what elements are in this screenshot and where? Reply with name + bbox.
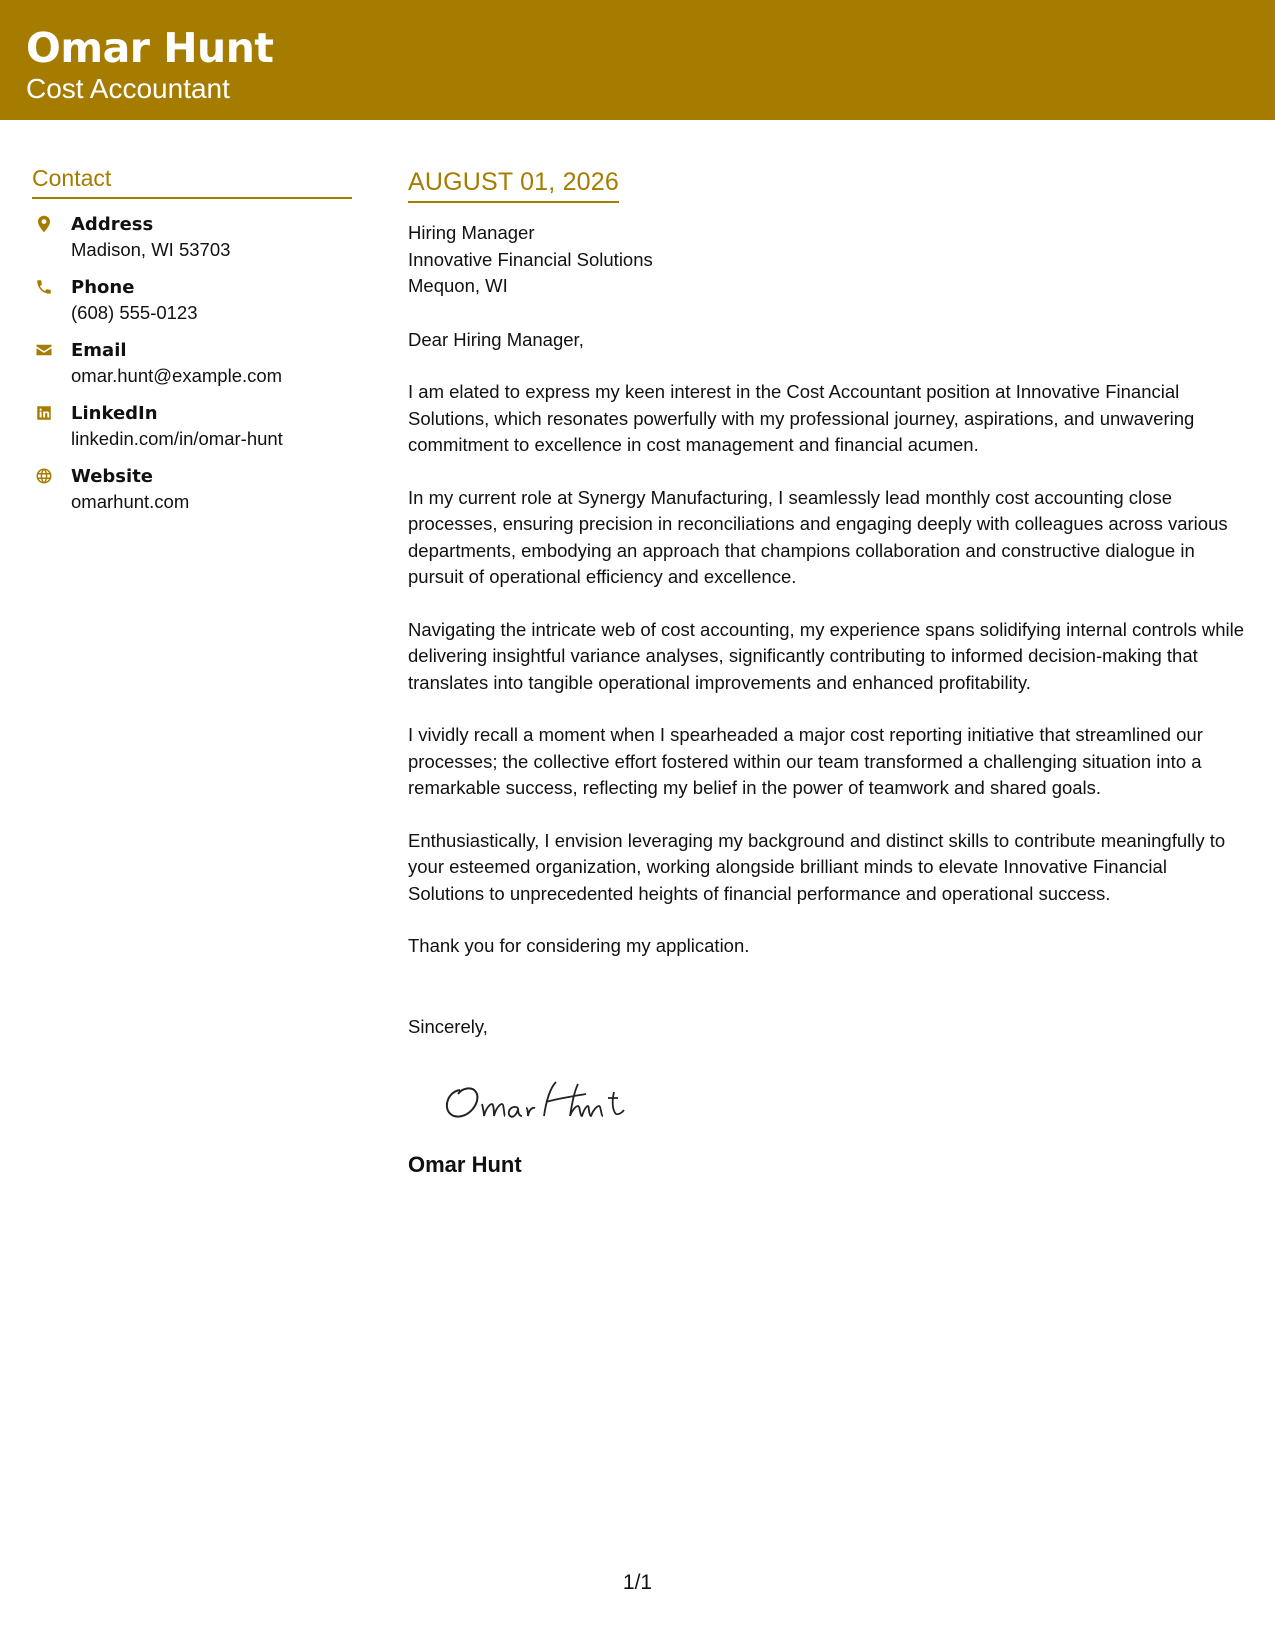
contact-item-phone: [32, 276, 352, 339]
page-number: 1/1: [622, 1571, 653, 1594]
contact-label: LinkedIn: [71, 403, 158, 424]
contact-label: Email: [71, 340, 127, 361]
contact-section-title: Contact: [32, 163, 352, 199]
contact-sidebar: [32, 163, 352, 528]
contact-value: Madison, WI 53703: [71, 239, 231, 260]
letter-paragraph: Enthusiastically, I envision leveraging my background and distinct skills to contribute meaningfully to your esteemed organization, working alongside brilliant minds to elevate Innovative Financial Solutions to unprecedented heights of financial performance and operational success.: [408, 829, 1226, 904]
letter-paragraph: Navigating the intricate web of cost accounting, my experience spans solidifying internal controls while delivering insightful variance analyses, significantly contributing to informed decision-making that translates into tangible operational improvements and enhanced profitability.: [408, 618, 1245, 693]
contact-item-address: [32, 213, 352, 276]
letter-date: AUGUST 01, 2026: [408, 166, 619, 203]
phone-icon: [34, 277, 54, 297]
contact-item-linkedin: [32, 402, 352, 465]
contact-item-website: [32, 465, 352, 528]
contact-item-email: [32, 339, 352, 402]
contact-value[interactable]: omar.hunt@example.com: [71, 365, 283, 386]
signature: [438, 1068, 638, 1128]
globe-icon: [34, 466, 54, 486]
closing: Sincerely,: [408, 1015, 488, 1037]
candidate-name: Omar Hunt: [26, 24, 274, 72]
letter-paragraph: Thank you for considering my application.: [408, 935, 750, 956]
recipient-line: Hiring Manager: [408, 222, 535, 243]
envelope-icon: [34, 340, 54, 360]
linkedin-icon: [34, 403, 54, 423]
letter-paragraph: I vividly recall a moment when I spearheaded a major cost reporting initiative that streamlined our processes; the collective effort fostered within our team transformed a challenging situation into a remarkable success, reflecting my belief in the power of teamwork and shared goals.: [408, 724, 1203, 798]
header-banner: [0, 0, 1275, 120]
letter-paragraph: In my current role at Synergy Manufacturing, I seamlessly lead monthly cost accounting close processes, ensuring precision in reconciliations and engaging deeply with colleagues across various departments, embodying an approach that champions collaboration and constructive dialogue in pursuit of operational efficiency and excellence.: [408, 486, 1228, 587]
recipient-block: [408, 220, 1248, 300]
recipient-line: Mequon, WI: [408, 275, 508, 296]
contact-list: [32, 213, 352, 528]
contact-value[interactable]: linkedin.com/in/omar-hunt: [71, 428, 283, 449]
recipient-line: Innovative Financial Solutions: [408, 248, 653, 270]
contact-label: Website: [71, 466, 154, 487]
letter-body: [408, 166, 1248, 1179]
contact-value: (608) 555-0123: [71, 302, 198, 323]
signer-name: Omar Hunt: [408, 1152, 522, 1177]
contact-label: Address: [71, 214, 154, 235]
map-pin-icon: [34, 214, 54, 234]
contact-label: Phone: [71, 277, 135, 298]
letter-paragraph: I am elated to express my keen interest in the Cost Accountant position at Innovative Financial Solutions, which resonates powerfully with my professional journey, aspirations, and unwavering commitment to excellence in cost management and financial acumen.: [408, 381, 1195, 455]
contact-value[interactable]: omarhunt.com: [71, 491, 190, 512]
candidate-title: Cost Accountant: [26, 73, 230, 104]
salutation: Dear Hiring Manager,: [408, 328, 584, 350]
